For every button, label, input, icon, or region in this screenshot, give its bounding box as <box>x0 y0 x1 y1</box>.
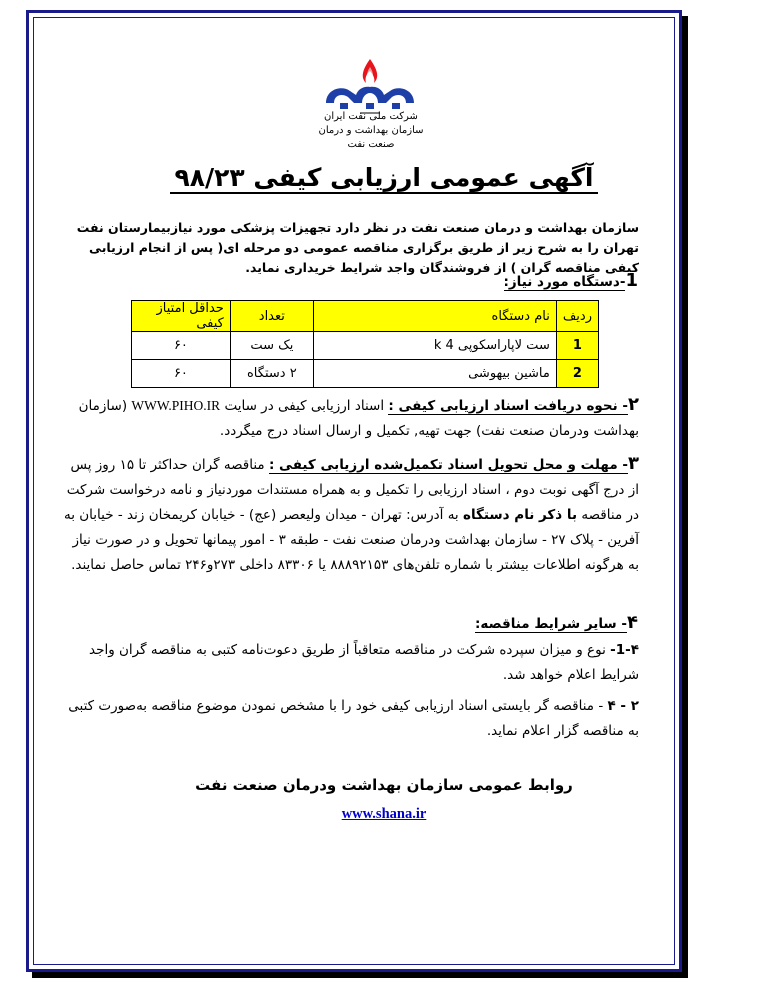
devices-table <box>131 300 599 388</box>
section-4-heading <box>300 610 638 637</box>
logo-caption <box>318 110 424 152</box>
section-1-number: 1 <box>625 270 638 291</box>
page-title-text: آگهی عمومی ارزیابی کیفی ۹۸/۲۳ <box>170 163 597 194</box>
section-3 <box>64 451 639 578</box>
table-cell: ۶۰ <box>132 332 231 360</box>
section-4-item-1 <box>64 638 639 688</box>
table-cell: 2 <box>556 360 598 388</box>
section-2-body-2: (سازمان بهداشت ودرمان صنعت نفت) جهت تهیه, تکمیل و ارسال اسناد درج میگردد. <box>78 398 639 439</box>
table-header-cell: حداقل امتیاز کیفی <box>132 301 231 332</box>
table-cell: ماشین بیهوشی <box>313 360 556 388</box>
section-3-body-1: مناقصه گران حداکثر تا ۱۵ روز پس از درج آگهی نوبت دوم ، اسناد ارزیابی را تکمیل و به همراه مستندات موردنیاز و نامه درخواست شرکت در مناقصه <box>66 457 639 523</box>
section-4-title: - سایر شرایط مناقصه: <box>474 616 627 632</box>
section-4-item-2 <box>64 694 639 744</box>
section-4-number: ۴ <box>627 612 638 633</box>
table-header-cell: نام دستگاه <box>313 301 556 332</box>
section-4-item-1-number: 1-۴- <box>610 642 639 658</box>
table-header-row <box>132 301 599 332</box>
section-3-number: ۳ <box>628 453 639 474</box>
section-3-emphasis: با ذکر نام دستگاه <box>463 507 578 523</box>
piho-site-link[interactable]: WWW.PIHO.IR <box>131 398 221 413</box>
logo-line-2: سازمان بهداشت و درمان صنعت نفت <box>318 125 424 150</box>
footer-signature: روابط عمومی سازمان بهداشت ودرمان صنعت نفت <box>195 776 573 794</box>
table-header-cell: تعداد <box>230 301 313 332</box>
intro-paragraph: سازمان بهداشت و درمان صنعت نفت در نظر دارد تجهیزات پزشکی مورد نیازبیمارستان نفت تهران را به شرح زیر از طریق برگزاری مناقصه عمومی دو مرحله ای( پس از انجام ارزیابی کیفی مناقصه گران ) از فروشندگان واجد شرایط خریداری نماید. <box>76 220 639 275</box>
table-row <box>132 332 599 360</box>
table-cell: ۲ دستگاه <box>230 360 313 388</box>
table-cell: ست لاپاراسکوپی 4 k <box>313 332 556 360</box>
section-4-item-1-text: نوع و میزان سپرده شرکت در مناقصه متعاقباً از طریق دعوت‌نامه کتبی به مناقصه گران واجد شرایط اعلام خواهد شد. <box>89 642 639 683</box>
section-2 <box>64 392 639 444</box>
section-4-item-2-text: - مناقصه گر بایستی اسناد ارزیابی کیفی خود را با مشخص نمودن موضوع مناقصه به‌صورت کتبی به مناقصه گزار اعلام نماید. <box>68 698 639 739</box>
table-cell: 1 <box>556 332 598 360</box>
section-1-heading <box>300 268 638 295</box>
section-2-body-1: اسناد ارزیابی کیفی در سایت <box>224 398 385 414</box>
shana-link[interactable]: www.shana.ir <box>341 806 427 822</box>
page-title <box>0 163 768 192</box>
table-cell: یک ست <box>230 332 313 360</box>
section-2-number: ۲ <box>628 394 639 415</box>
section-3-body-2: به آدرس: تهران - میدان ولیعصر (عج) - خیابان کریمخان زند - خیابان به آفرین - پلاک ۲۷ - سازمان بهداشت ودرمان صنعت نفت - طبقه ۳ - امور پیمانها تحویل و در صورت نیاز به هرگونه اطلاعات بیشتر با شماره تلفن‌های ۸۸۸۹۲۱۵۳ یا ۸۳۳۰۶ داخلی ۲۷۳و۲۴۶ تماس حاصل نمایند. <box>63 507 639 573</box>
table-row <box>132 360 599 388</box>
section-3-title: - مهلت و محل تحویل اسناد تکمیل‌شده ارزیابی کیفی : <box>268 457 628 473</box>
section-4-item-2-number: ۲ - ۴ <box>607 698 639 714</box>
section-2-title: - نحوه دریافت اسناد ارزیابی کیفی : <box>388 398 628 414</box>
logo-line-1: شرکت ملی نفت ایران <box>324 111 418 122</box>
table-header-cell: ردیف <box>556 301 598 332</box>
table-cell: ۶۰ <box>132 360 231 388</box>
frame-shadow-bottom <box>32 972 688 978</box>
frame-shadow-right <box>682 16 688 974</box>
section-1-title: -دستگاه مورد نیاز: <box>503 274 626 290</box>
